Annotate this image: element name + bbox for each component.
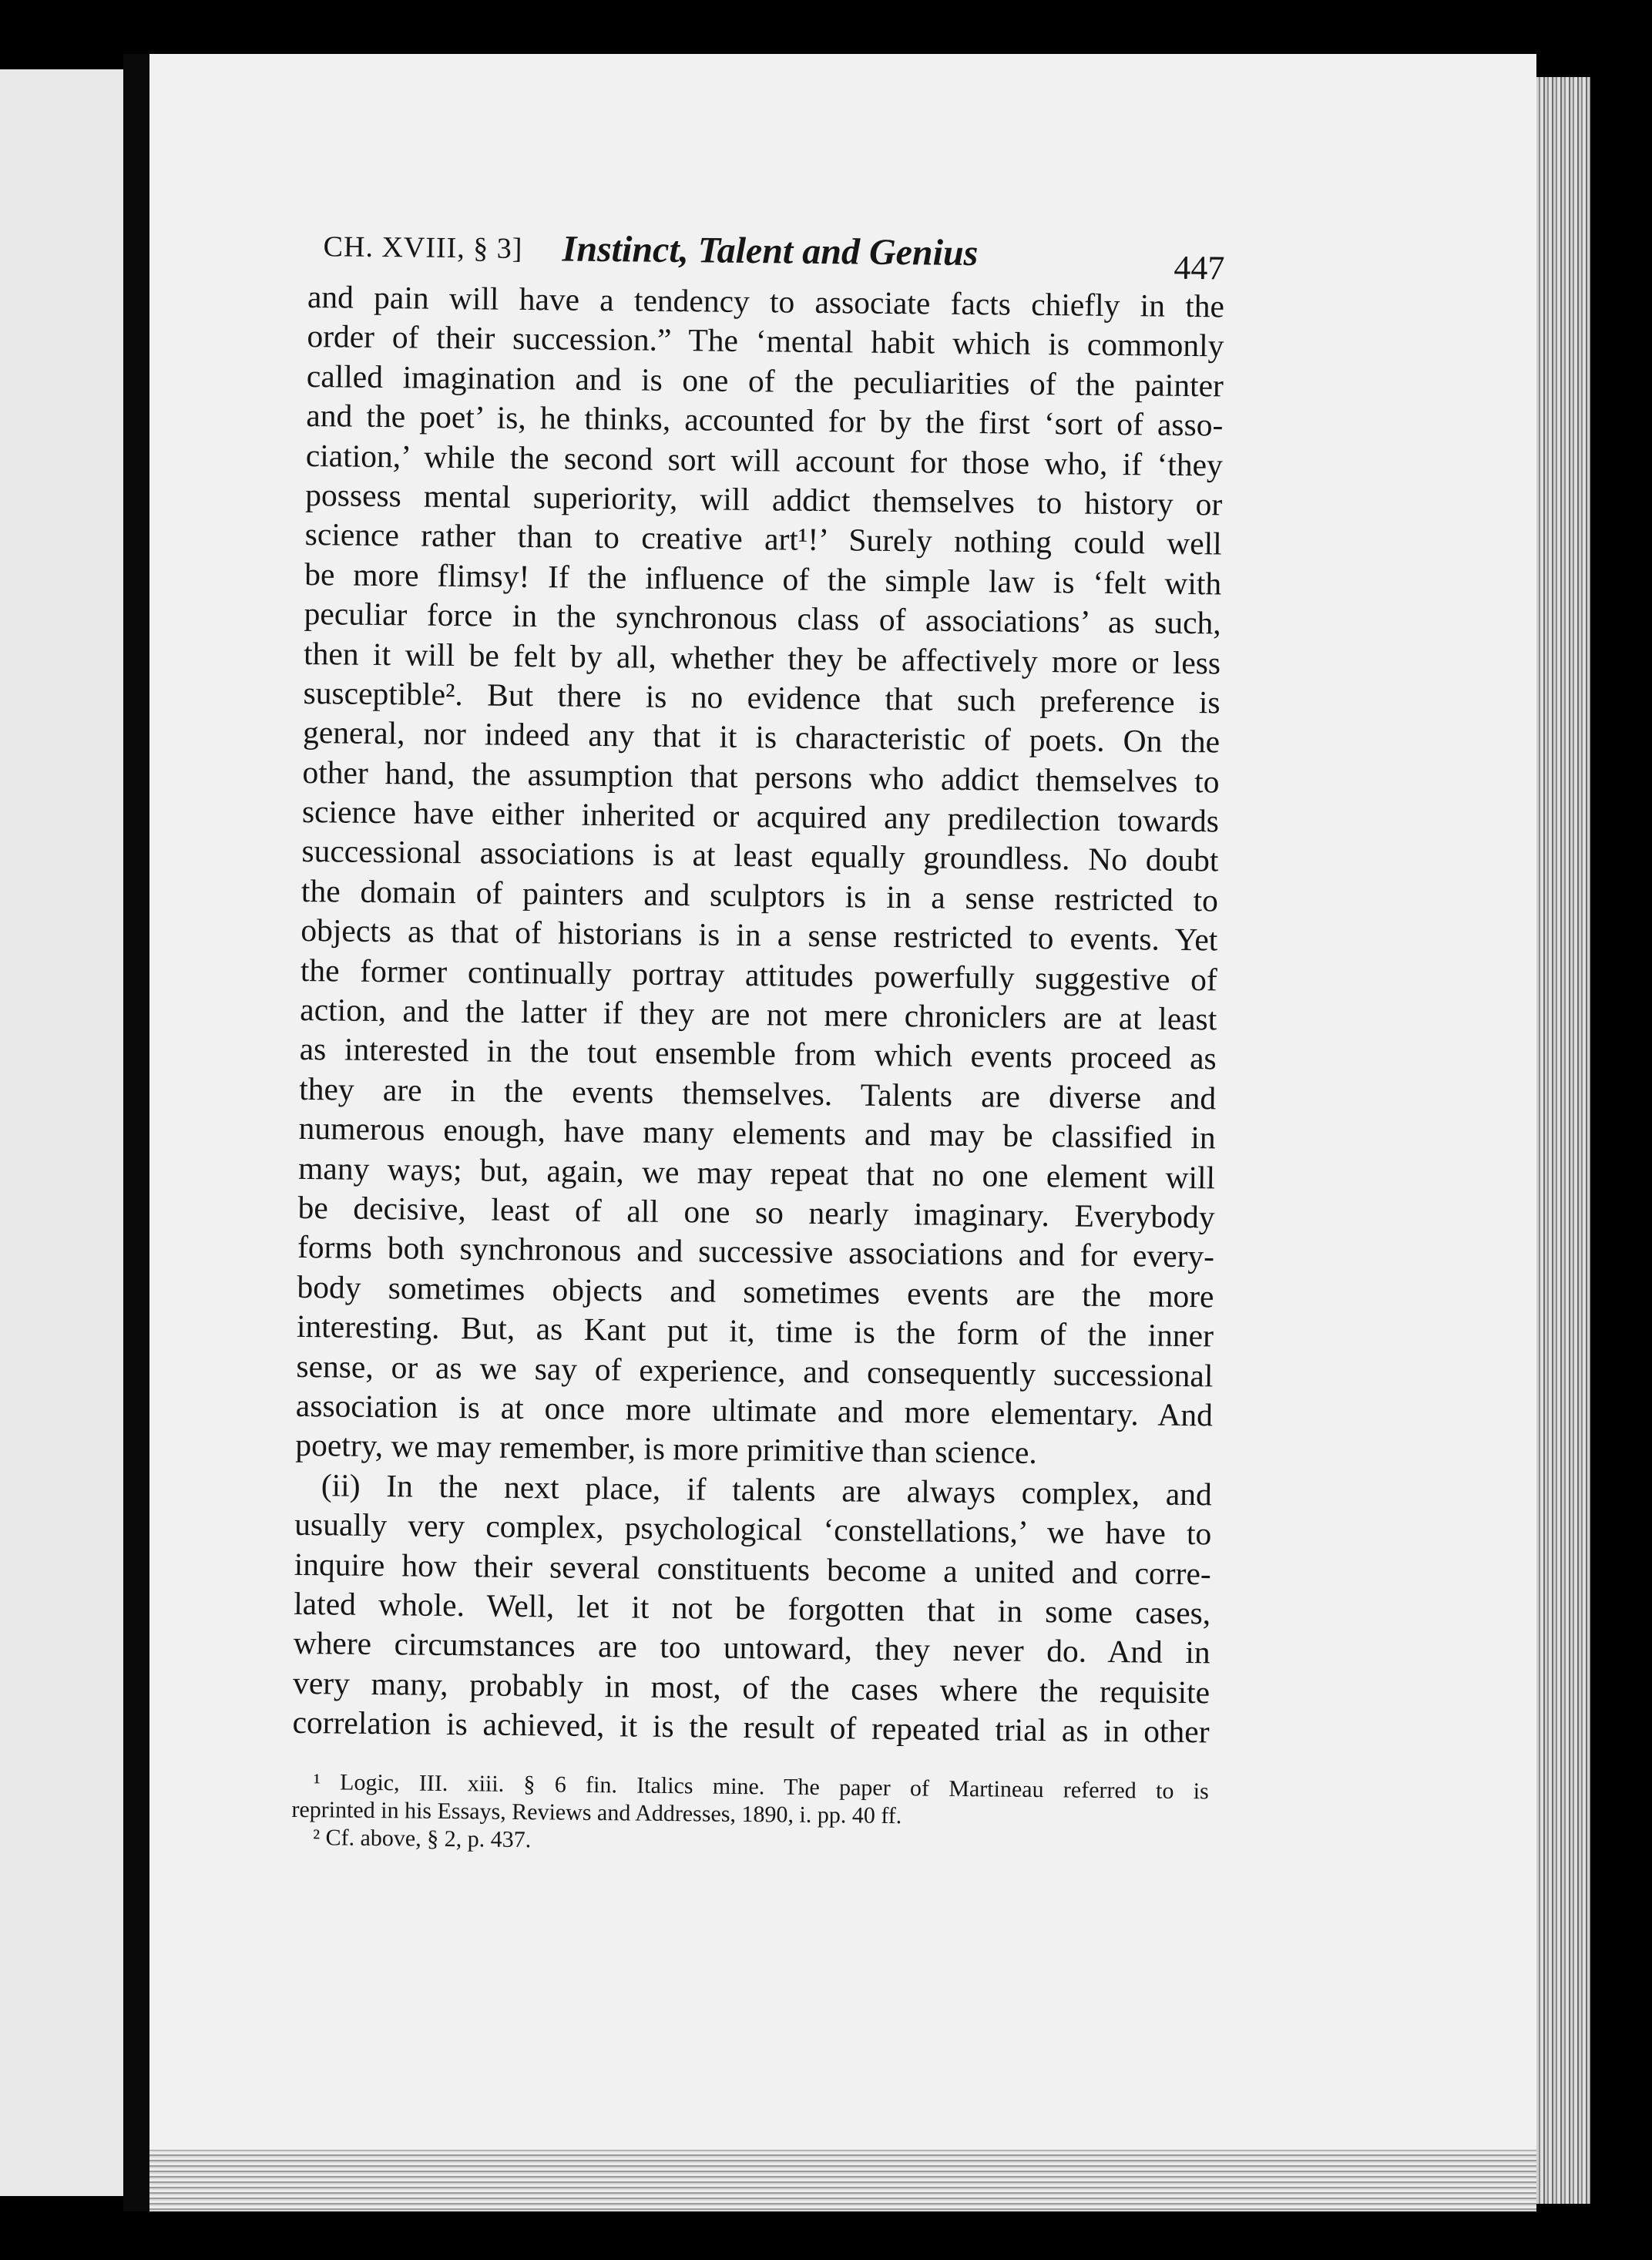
- body-line: be decisive, least of all one so nearly imaginary. Everybody: [297, 1189, 1215, 1235]
- running-title: Instinct, Talent and Genius: [562, 228, 979, 274]
- body-line: body sometimes objects and sometimes events are the more: [297, 1268, 1214, 1315]
- body-line: then it will be felt by all, whether they be affectively more or less: [303, 635, 1221, 680]
- body-line: usually very complex, psychological ‘constellations,’ we have to: [294, 1506, 1212, 1552]
- facing-page-edge: [0, 69, 123, 2196]
- body-line: very many, probably in most, of the cases where the requisite: [292, 1664, 1210, 1711]
- body-line: and pain will have a tendency to associate facts chiefly in the: [307, 278, 1225, 324]
- body-line: lated whole. Well, let it not be forgotten that in some cases,: [294, 1585, 1211, 1631]
- body-line: and the poet’ is, he thinks, accounted for by the first ‘sort of asso-: [306, 398, 1224, 443]
- body-line: the domain of painters and sculptors is in a sense restricted to: [301, 872, 1219, 918]
- page-text-block: [291, 223, 1225, 1862]
- body-line: be more flimsy! If the influence of the simple law is ‘felt with: [304, 556, 1222, 602]
- body-line: many ways; but, again, we may repeat that no one element will: [297, 1150, 1216, 1195]
- footnote-line: reprinted in his Essays, Reviews and Addresses, 1890, i. pp. 40 ff.: [291, 1797, 902, 1829]
- footnotes: [291, 1768, 1209, 1861]
- page-number: 447: [1174, 248, 1225, 287]
- body-line: inquire how their several constituents become a united and corre-: [294, 1546, 1211, 1591]
- body-line: other hand, the assumption that persons who addict themselves to: [302, 754, 1220, 800]
- body-line: action, and the latter if they are not mere chroniclers are at least: [300, 991, 1217, 1037]
- body-line: science rather than to creative art¹!’ Surely nothing could well: [304, 516, 1222, 562]
- body-line: science have either inherited or acquired any predilection towards: [301, 794, 1220, 839]
- body-line: susceptible². But there is no evidence that such preference is: [303, 674, 1221, 720]
- body-line: where circumstances are too untoward, they never do. And in: [293, 1625, 1210, 1671]
- body-line: as interested in the tout ensemble from which events proceed as: [299, 1031, 1217, 1076]
- body-line: successional associations is at least equally groundless. No doubt: [301, 833, 1219, 878]
- running-head: [307, 223, 1225, 287]
- body-text: [292, 277, 1224, 1752]
- body-line: possess mental superiority, will addict themselves to history or: [305, 476, 1223, 522]
- body-line: interesting. But, as Kant put it, time is the form of the inner: [296, 1308, 1214, 1354]
- page-stack-edge-bottom: [149, 2150, 1536, 2211]
- body-line: they are in the events themselves. Talents are diverse and: [299, 1070, 1217, 1117]
- body-line: poetry, we may remember, is more primitive than science.: [295, 1427, 1038, 1471]
- body-line: sense, or as we say of experience, and consequently successional: [296, 1348, 1214, 1393]
- body-line: numerous enough, have many elements and may be classified in: [298, 1110, 1216, 1156]
- footnote-line: ¹ Logic, III. xiii. § 6 fin. Italics mine. The paper of Martineau referred to is: [313, 1769, 1209, 1805]
- body-line: (ii) In the next place, if talents are always complex, and: [321, 1466, 1213, 1513]
- body-line: correlation is achieved, it is the result of repeated trial as in other: [292, 1704, 1210, 1750]
- body-line: called imagination and is one of the peculiarities of the painter: [306, 358, 1224, 404]
- body-line: peculiar force in the synchronous class of associations’ as such,: [304, 596, 1221, 641]
- body-line: ciation,’ while the second sort will account for those who, if ‘they: [305, 437, 1224, 483]
- book-spine-shadow: [123, 54, 149, 2211]
- body-line: general, nor indeed any that it is characteristic of poets. On the: [302, 714, 1221, 760]
- body-line: objects as that of historians is in a sense restricted to events. Yet: [301, 912, 1218, 958]
- chapter-reference: CH. XVIII, § 3]: [323, 230, 523, 265]
- body-line: the former continually portray attitudes powerfully suggestive of: [300, 952, 1218, 998]
- body-line: forms both synchronous and successive associations and for every-: [297, 1229, 1215, 1274]
- body-line: order of their succession.” The ‘mental habit which is commonly: [307, 318, 1224, 364]
- page-stack-edge-right: [1536, 77, 1590, 2204]
- footnote-line: ² Cf. above, § 2, p. 437.: [312, 1825, 532, 1853]
- body-line: association is at once more ultimate and more elementary. And: [295, 1387, 1214, 1433]
